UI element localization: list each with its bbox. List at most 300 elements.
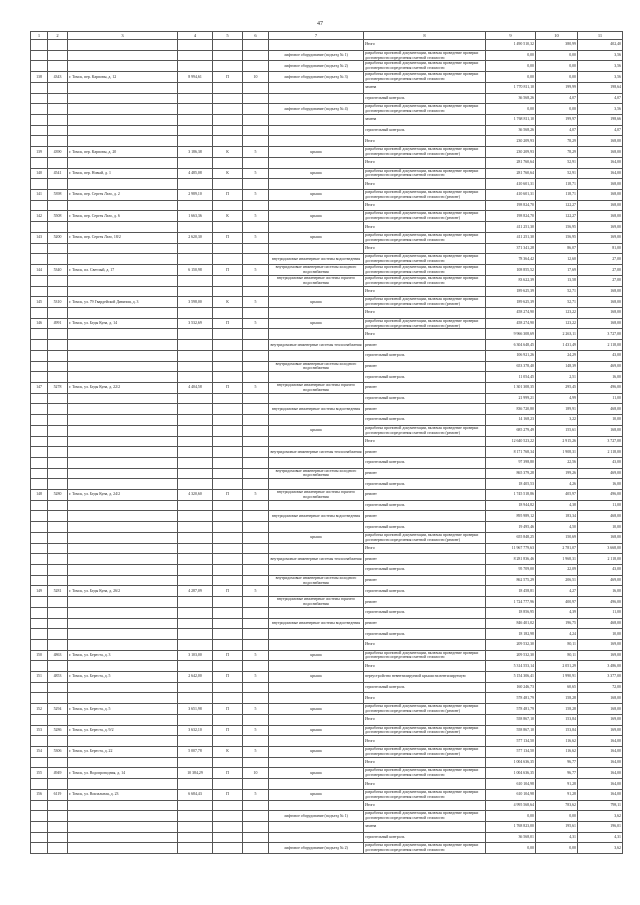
- area-cell: [178, 275, 213, 286]
- row-number-cell: [31, 254, 48, 265]
- work-description-cell: строительный контроль: [364, 350, 486, 361]
- area-cell: 3 598,00: [178, 297, 213, 308]
- area-cell: 3 532,69: [178, 318, 213, 329]
- floors-cell: [243, 618, 269, 629]
- row-number-cell: [31, 82, 48, 93]
- house-id-cell: 4343: [48, 72, 68, 83]
- row-number-cell: [31, 779, 48, 790]
- area-cell: [178, 372, 213, 383]
- work-type-cell: [269, 800, 364, 811]
- floors-cell: [243, 425, 269, 436]
- floors-cell: [243, 125, 269, 136]
- cost-cell: 0,00: [486, 72, 536, 83]
- limit-cost-cell: 168,00: [578, 136, 623, 147]
- address-cell: г. Томск, пер. Карповы, д. 12: [68, 72, 178, 83]
- cost-cell: 1 745 518,86: [486, 490, 536, 501]
- specific-cost-cell: 155,61: [536, 425, 578, 436]
- area-cell: [178, 736, 213, 747]
- work-description-cell: ремонт: [364, 511, 486, 522]
- table-row: [31, 629, 623, 640]
- floors-cell: [243, 308, 269, 319]
- specific-cost-cell: 4,07: [536, 93, 578, 104]
- wall-material-cell: П: [213, 232, 243, 243]
- address-cell: [68, 447, 178, 458]
- work-type-cell: крыша: [269, 789, 364, 800]
- work-description-cell: Итого: [364, 222, 486, 233]
- work-description-cell: Итого: [364, 800, 486, 811]
- table-row: [31, 382, 623, 393]
- table-row: [31, 61, 623, 72]
- limit-cost-cell: 168,00: [578, 147, 623, 158]
- area-cell: [178, 40, 213, 51]
- table-row: [31, 672, 623, 683]
- work-description-cell: замена: [364, 82, 486, 93]
- wall-material-cell: [213, 575, 243, 586]
- specific-cost-cell: 22,56: [536, 457, 578, 468]
- wall-material-cell: [213, 832, 243, 843]
- wall-material-cell: П: [213, 382, 243, 393]
- house-id-cell: [48, 275, 68, 286]
- house-id-cell: [48, 404, 68, 415]
- house-id-cell: [48, 447, 68, 458]
- floors-cell: [243, 115, 269, 126]
- address-cell: [68, 554, 178, 565]
- row-number-cell: [31, 286, 48, 297]
- table-row: [31, 200, 623, 211]
- floors-cell: [243, 179, 269, 190]
- row-number-cell: [31, 200, 48, 211]
- floors-cell: [243, 104, 269, 115]
- area-cell: 4 320,60: [178, 490, 213, 501]
- row-number-cell: [31, 222, 48, 233]
- floors-cell: [243, 661, 269, 672]
- limit-cost-cell: 168,00: [578, 190, 623, 201]
- limit-cost-cell: 27,00: [578, 265, 623, 276]
- work-type-cell: [269, 693, 364, 704]
- row-number-cell: 139: [31, 147, 48, 158]
- area-cell: [178, 682, 213, 693]
- house-id-cell: [48, 157, 68, 168]
- address-cell: [68, 157, 178, 168]
- address-cell: [68, 832, 178, 843]
- work-type-cell: лифтовое оборудование (подъезд № 2): [269, 843, 364, 854]
- specific-cost-cell: 148,39: [536, 361, 578, 372]
- wall-material-cell: [213, 468, 243, 479]
- specific-cost-cell: 13,58: [536, 275, 578, 286]
- work-description-cell: разработка проектной документации, включая проведение проверки достоверности определения сметной стоимости: [364, 789, 486, 800]
- row-number-cell: [31, 115, 48, 126]
- house-id-cell: 4991: [48, 318, 68, 329]
- floors-cell: [243, 50, 269, 61]
- address-cell: г. Томск, пл. Светлый, д. 17: [68, 265, 178, 276]
- limit-cost-cell: 469,00: [578, 361, 623, 372]
- limit-cost-cell: 16,00: [578, 372, 623, 383]
- work-type-cell: внутридомовые инженерные системы холодного водоснабжения: [269, 575, 364, 586]
- address-cell: [68, 40, 178, 51]
- house-id-cell: [48, 618, 68, 629]
- address-cell: г. Томск, ул. Береста, д. 5: [68, 672, 178, 683]
- limit-cost-cell: 3 377,00: [578, 672, 623, 683]
- row-number-cell: [31, 800, 48, 811]
- work-type-cell: внутридомовые инженерные системы теплоснабжения: [269, 340, 364, 351]
- cost-cell: 836 720,80: [486, 404, 536, 415]
- cost-cell: 78 364,42: [486, 254, 536, 265]
- work-type-cell: крыша: [269, 211, 364, 222]
- floors-cell: 5: [243, 490, 269, 501]
- house-id-cell: 5281: [48, 586, 68, 597]
- house-id-cell: [48, 629, 68, 640]
- specific-cost-cell: 400,97: [536, 597, 578, 608]
- house-id-cell: 5294: [48, 704, 68, 715]
- work-description-cell: Итого: [364, 661, 486, 672]
- house-id-cell: [48, 661, 68, 672]
- limit-cost-cell: 4,07: [578, 125, 623, 136]
- wall-material-cell: П: [213, 672, 243, 683]
- house-id-cell: [48, 136, 68, 147]
- specific-cost-cell: 52,91: [536, 157, 578, 168]
- cost-cell: 21 999,21: [486, 393, 536, 404]
- row-number-cell: [31, 350, 48, 361]
- row-number-cell: 154: [31, 746, 48, 757]
- wall-material-cell: [213, 479, 243, 490]
- house-id-cell: [48, 511, 68, 522]
- wall-material-cell: [213, 93, 243, 104]
- cost-cell: 18 182,98: [486, 629, 536, 640]
- capital-repair-table: [30, 31, 623, 854]
- area-cell: [178, 564, 213, 575]
- address-cell: г. Томск, ул. Беды Куна, д. 22/2: [68, 382, 178, 393]
- work-description-cell: разработка проектной документации, включая проведение проверки достоверности определения сметной стоимости: [364, 104, 486, 115]
- area-cell: [178, 629, 213, 640]
- specific-cost-cell: 123,22: [536, 308, 578, 319]
- row-number-cell: 152: [31, 704, 48, 715]
- wall-material-cell: [213, 736, 243, 747]
- house-id-cell: [48, 597, 68, 608]
- wall-material-cell: [213, 757, 243, 768]
- cost-cell: 0,00: [486, 811, 536, 822]
- specific-cost-cell: 153,84: [536, 725, 578, 736]
- work-type-cell: [269, 779, 364, 790]
- floors-cell: [243, 340, 269, 351]
- row-number-cell: [31, 597, 48, 608]
- area-cell: [178, 832, 213, 843]
- house-id-cell: 5278: [48, 382, 68, 393]
- floors-cell: [243, 564, 269, 575]
- row-number-cell: [31, 532, 48, 543]
- limit-cost-cell: 496,00: [578, 597, 623, 608]
- wall-material-cell: [213, 436, 243, 447]
- area-cell: [178, 639, 213, 650]
- area-cell: [178, 50, 213, 61]
- address-cell: [68, 61, 178, 72]
- area-cell: 3 186,38: [178, 147, 213, 158]
- work-type-cell: внутридомовые инженерные системы горячего водоснабжения: [269, 275, 364, 286]
- area-cell: [178, 157, 213, 168]
- floors-cell: [243, 543, 269, 554]
- work-description-cell: строительный контроль: [364, 372, 486, 383]
- table-row: [31, 468, 623, 479]
- floors-cell: [243, 639, 269, 650]
- house-id-cell: [48, 811, 68, 822]
- work-type-cell: внутридомовые инженерные системы водоотведения: [269, 404, 364, 415]
- row-number-cell: [31, 275, 48, 286]
- address-cell: [68, 479, 178, 490]
- row-number-cell: [31, 714, 48, 725]
- house-id-cell: [48, 693, 68, 704]
- floors-cell: [243, 532, 269, 543]
- address-cell: г. Томск, ул. Береста, д. 5: [68, 704, 178, 715]
- wall-material-cell: [213, 157, 243, 168]
- work-description-cell: ремонт: [364, 382, 486, 393]
- table-row: [31, 415, 623, 426]
- table-row: [31, 586, 623, 597]
- specific-cost-cell: 4,50: [536, 522, 578, 533]
- house-id-cell: [48, 800, 68, 811]
- work-type-cell: [269, 714, 364, 725]
- work-description-cell: разработка проектной документации, включая проведение проверки достоверности определения сметной стоимости (ремонт): [364, 704, 486, 715]
- address-cell: [68, 500, 178, 511]
- table-row: [31, 650, 623, 661]
- floors-cell: [243, 479, 269, 490]
- cost-cell: 1 004 636,35: [486, 768, 536, 779]
- row-number-cell: [31, 629, 48, 640]
- wall-material-cell: [213, 136, 243, 147]
- cost-cell: 0,00: [486, 50, 536, 61]
- address-cell: [68, 350, 178, 361]
- house-id-cell: 4853: [48, 672, 68, 683]
- row-number-cell: 153: [31, 725, 48, 736]
- address-cell: [68, 564, 178, 575]
- limit-cost-cell: 4,07: [578, 93, 623, 104]
- floors-cell: [243, 682, 269, 693]
- row-number-cell: [31, 822, 48, 833]
- floors-cell: [243, 736, 269, 747]
- work-type-cell: [269, 243, 364, 254]
- specific-cost-cell: 1 431,49: [536, 340, 578, 351]
- cost-cell: 5 314 553,14: [486, 661, 536, 672]
- wall-material-cell: [213, 350, 243, 361]
- table-row: [31, 575, 623, 586]
- wall-material-cell: П: [213, 490, 243, 501]
- work-type-cell: внутридомовые инженерные системы холодного водоснабжения: [269, 468, 364, 479]
- wall-material-cell: [213, 200, 243, 211]
- row-number-cell: [31, 179, 48, 190]
- area-cell: [178, 447, 213, 458]
- floors-cell: [243, 275, 269, 286]
- table-row: [31, 147, 623, 158]
- limit-cost-cell: 169,00: [578, 725, 623, 736]
- specific-cost-cell: 122,27: [536, 211, 578, 222]
- area-cell: [178, 575, 213, 586]
- cost-cell: 18 458,81: [486, 586, 536, 597]
- limit-cost-cell: 168,00: [578, 211, 623, 222]
- limit-cost-cell: 3,56: [578, 50, 623, 61]
- wall-material-cell: П: [213, 318, 243, 329]
- address-cell: [68, 522, 178, 533]
- row-number-cell: [31, 243, 48, 254]
- work-description-cell: разработка проектной документации, включая проведение проверки достоверности определения сметной стоимости: [364, 72, 486, 83]
- wall-material-cell: [213, 254, 243, 265]
- work-description-cell: строительный контроль: [364, 415, 486, 426]
- limit-cost-cell: 468,00: [578, 511, 623, 522]
- house-id-cell: [48, 522, 68, 533]
- work-type-cell: внутридомовые инженерные системы водоотведения: [269, 618, 364, 629]
- work-description-cell: разработка проектной документации, включая проведение проверки достоверности определения сметной стоимости: [364, 232, 486, 243]
- table-body: [31, 40, 623, 854]
- work-type-cell: внутридомовые инженерные системы горячего водоснабжения: [269, 490, 364, 501]
- work-type-cell: крыша: [269, 650, 364, 661]
- area-cell: [178, 136, 213, 147]
- header-row: [31, 32, 623, 40]
- work-type-cell: внутридомовые инженерные системы теплоснабжения: [269, 447, 364, 458]
- area-cell: [178, 425, 213, 436]
- area-cell: 6 150,98: [178, 265, 213, 276]
- table-row: [31, 661, 623, 672]
- work-description-cell: ремонт: [364, 404, 486, 415]
- work-description-cell: строительный контроль: [364, 832, 486, 843]
- work-type-cell: [269, 350, 364, 361]
- limit-cost-cell: 496,00: [578, 382, 623, 393]
- row-number-cell: [31, 575, 48, 586]
- row-number-cell: [31, 415, 48, 426]
- area-cell: 2 989,10: [178, 190, 213, 201]
- table-row: [31, 243, 623, 254]
- floors-cell: 5: [243, 211, 269, 222]
- work-type-cell: [269, 479, 364, 490]
- wall-material-cell: [213, 607, 243, 618]
- table-row: [31, 265, 623, 276]
- address-cell: [68, 661, 178, 672]
- cost-cell: 610 104,98: [486, 779, 536, 790]
- work-type-cell: внутридомовые инженерные системы водоотведения: [269, 511, 364, 522]
- house-id-cell: [48, 93, 68, 104]
- floors-cell: 5: [243, 147, 269, 158]
- work-description-cell: строительный контроль: [364, 607, 486, 618]
- specific-cost-cell: 118,71: [536, 190, 578, 201]
- table-row: [31, 104, 623, 115]
- specific-cost-cell: 195,61: [536, 822, 578, 833]
- work-description-cell: Итого: [364, 329, 486, 340]
- area-cell: [178, 393, 213, 404]
- work-type-cell: [269, 832, 364, 843]
- work-type-cell: крыша: [269, 672, 364, 683]
- table-row: [31, 329, 623, 340]
- specific-cost-cell: 2 915,26: [536, 436, 578, 447]
- specific-cost-cell: 4,24: [536, 629, 578, 640]
- work-description-cell: Итого: [364, 40, 486, 51]
- cost-cell: 411 251,30: [486, 232, 536, 243]
- table-row: [31, 447, 623, 458]
- area-cell: [178, 200, 213, 211]
- specific-cost-cell: 156,95: [536, 222, 578, 233]
- table-row: [31, 779, 623, 790]
- limit-cost-cell: 168,00: [578, 704, 623, 715]
- area-cell: 4 485,08: [178, 168, 213, 179]
- area-cell: [178, 404, 213, 415]
- specific-cost-cell: 52,71: [536, 297, 578, 308]
- address-cell: [68, 125, 178, 136]
- floors-cell: [243, 522, 269, 533]
- area-cell: [178, 661, 213, 672]
- work-description-cell: Итого: [364, 779, 486, 790]
- cost-cell: 655 848,25: [486, 532, 536, 543]
- specific-cost-cell: 24,29: [536, 350, 578, 361]
- work-description-cell: ремонт: [364, 468, 486, 479]
- specific-cost-cell: 4,27: [536, 586, 578, 597]
- area-cell: [178, 82, 213, 93]
- address-cell: г. Томск, пер. Сергея Лазо, д. 2: [68, 190, 178, 201]
- limit-cost-cell: 43,00: [578, 350, 623, 361]
- cost-cell: 18 856,95: [486, 607, 536, 618]
- row-number-cell: [31, 457, 48, 468]
- address-cell: [68, 436, 178, 447]
- specific-cost-cell: 199,97: [536, 115, 578, 126]
- table-row: [31, 532, 623, 543]
- row-number-cell: [31, 618, 48, 629]
- row-number-cell: [31, 125, 48, 136]
- work-description-cell: разработка проектной документации, включая проведение проверки достоверности определения сметной стоимости: [364, 61, 486, 72]
- work-type-cell: [269, 564, 364, 575]
- cost-cell: 209 532,30: [486, 639, 536, 650]
- area-cell: [178, 693, 213, 704]
- work-type-cell: крыша: [269, 147, 364, 158]
- row-number-cell: [31, 61, 48, 72]
- wall-material-cell: [213, 457, 243, 468]
- wall-material-cell: [213, 222, 243, 233]
- limit-cost-cell: 496,00: [578, 490, 623, 501]
- floors-cell: [243, 800, 269, 811]
- specific-cost-cell: 158,28: [536, 704, 578, 715]
- work-type-cell: [269, 661, 364, 672]
- address-cell: г. Томск, ул. Беды Куна, д. 26/2: [68, 586, 178, 597]
- row-number-cell: [31, 843, 48, 854]
- specific-cost-cell: 196,75: [536, 618, 578, 629]
- work-description-cell: Итого: [364, 179, 486, 190]
- limit-cost-cell: 169,00: [578, 714, 623, 725]
- house-id-cell: [48, 543, 68, 554]
- house-id-cell: [48, 436, 68, 447]
- table-row: [31, 93, 623, 104]
- work-description-cell: Итого: [364, 200, 486, 211]
- table-row: [31, 361, 623, 372]
- house-id-cell: 5280: [48, 490, 68, 501]
- limit-cost-cell: 2 118,00: [578, 340, 623, 351]
- house-id-cell: 5306: [48, 746, 68, 757]
- wall-material-cell: [213, 639, 243, 650]
- table-row: [31, 757, 623, 768]
- floors-cell: [243, 447, 269, 458]
- row-number-cell: [31, 479, 48, 490]
- table-row: [31, 554, 623, 565]
- house-id-cell: 4863: [48, 650, 68, 661]
- specific-cost-cell: 156,95: [536, 232, 578, 243]
- work-description-cell: ремонт: [364, 447, 486, 458]
- work-description-cell: разработка проектной документации, включая проведение проверки достоверности определения сметной стоимости: [364, 168, 486, 179]
- cost-cell: 230 209,93: [486, 136, 536, 147]
- row-number-cell: [31, 693, 48, 704]
- work-type-cell: [269, 372, 364, 383]
- table-row: [31, 82, 623, 93]
- floors-cell: [243, 554, 269, 565]
- address-cell: г. Томск, пер. Сергея Лазо, д. 6: [68, 211, 178, 222]
- house-id-cell: [48, 736, 68, 747]
- address-cell: г. Томск, ул. Береста, д. 9/2: [68, 725, 178, 736]
- house-id-cell: [48, 415, 68, 426]
- work-description-cell: переустройство невентилируемой крыши на вентилируемую: [364, 672, 486, 683]
- specific-cost-cell: 86,07: [536, 243, 578, 254]
- work-type-cell: крыша: [269, 297, 364, 308]
- specific-cost-cell: 0,00: [536, 811, 578, 822]
